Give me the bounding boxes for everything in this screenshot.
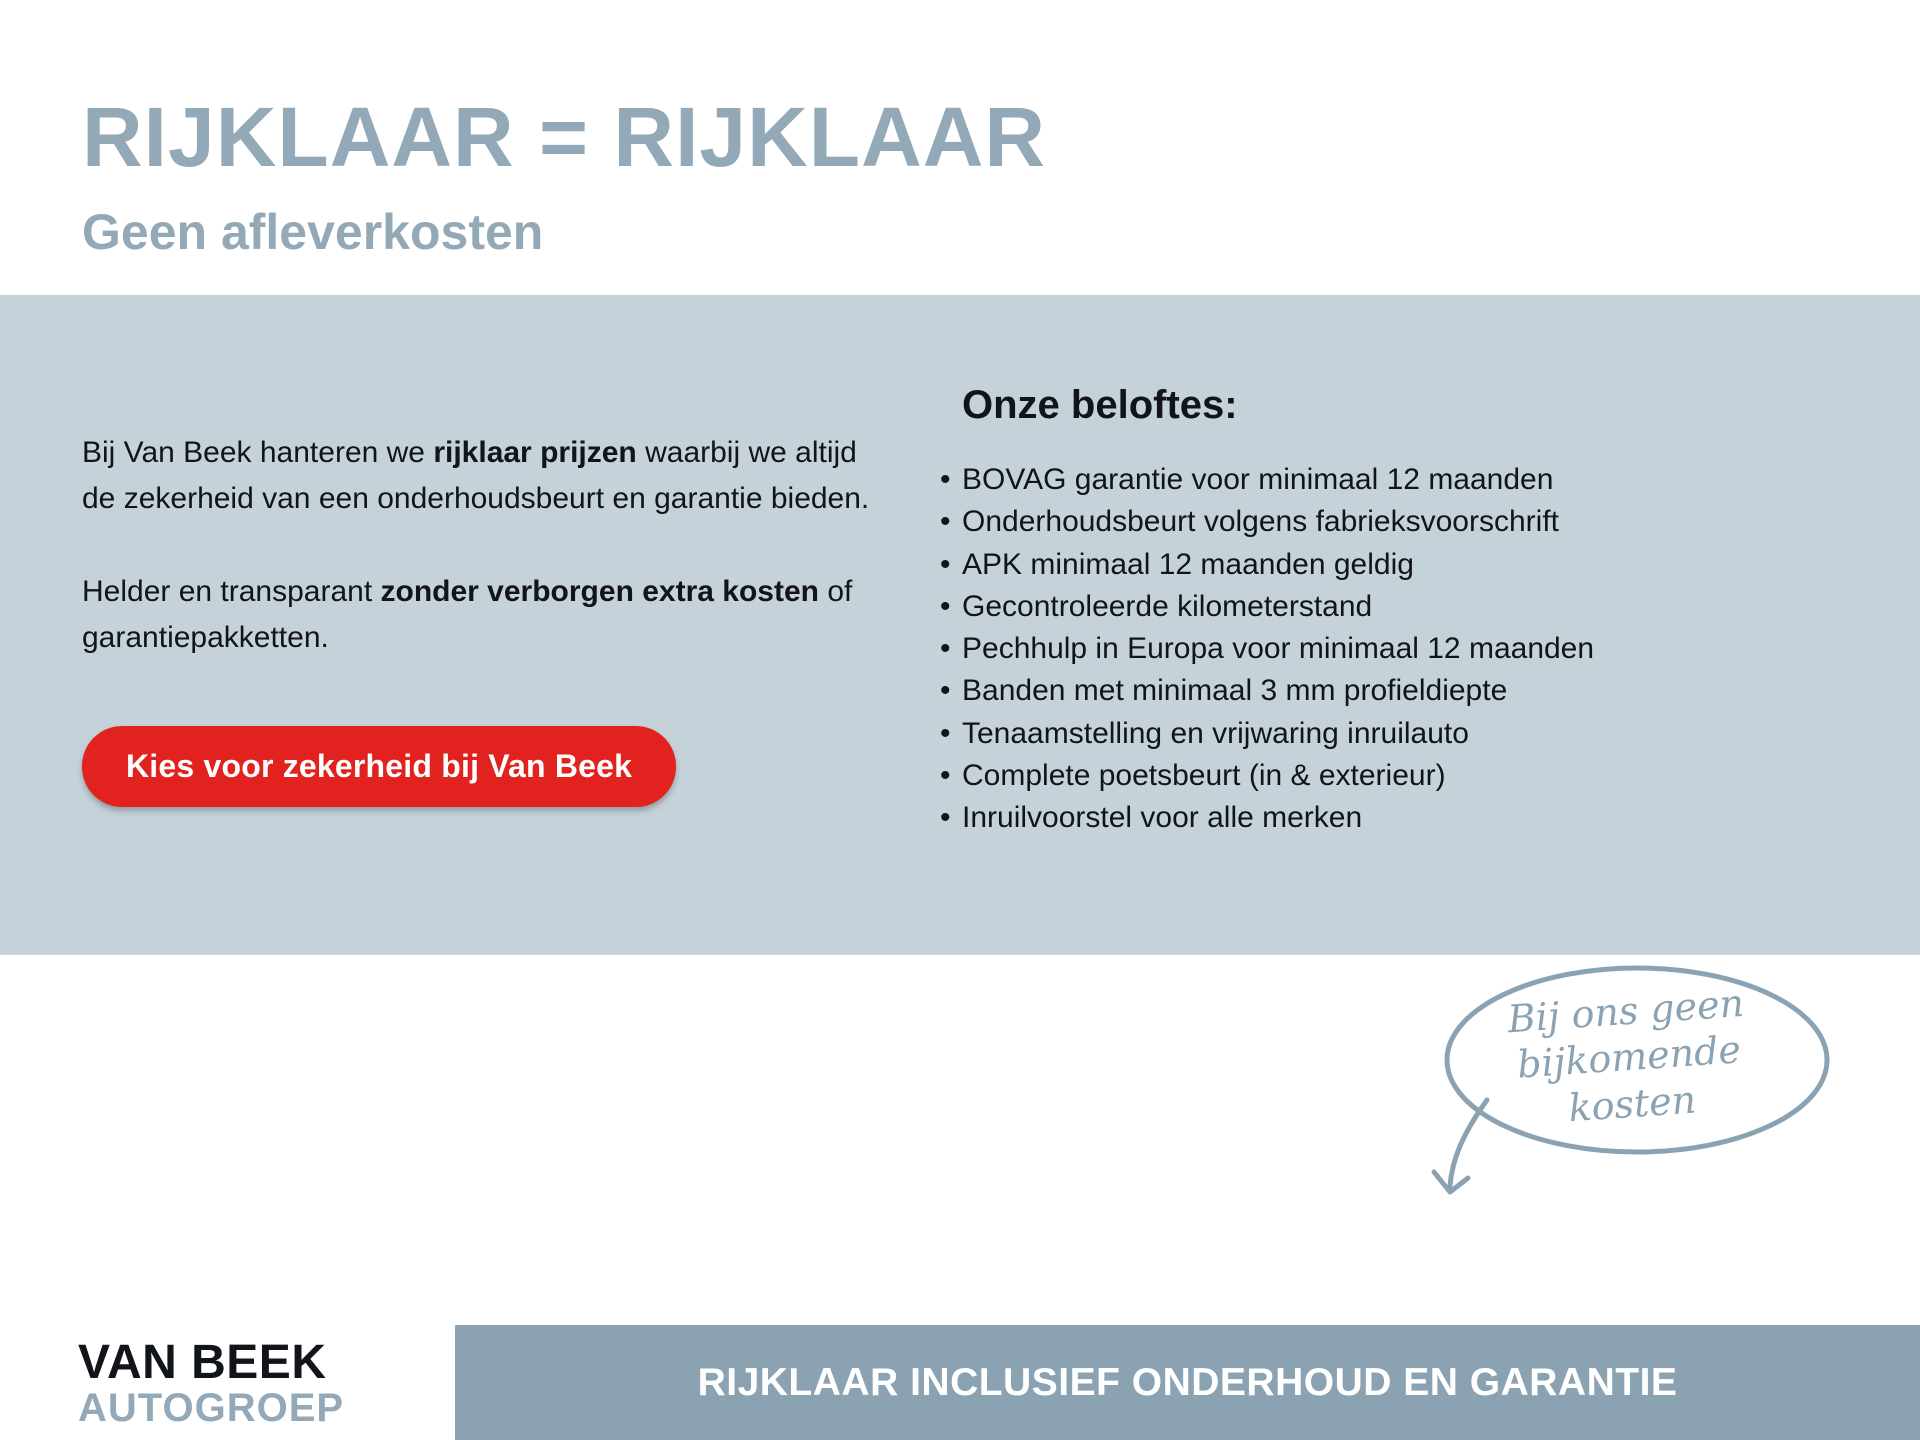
page-subtitle: Geen afleverkosten — [82, 204, 544, 260]
list-item: • Pechhulp in Europa voor minimaal 12 maanden — [940, 628, 1920, 670]
bubble-line-2: bijkomende — [1515, 1027, 1743, 1088]
footer-banner — [455, 1325, 1920, 1440]
list-item: • Gecontroleerde kilometerstand — [940, 586, 1920, 628]
list-item: • Tenaamstelling en vrijwaring inruilauto — [940, 713, 1920, 755]
list-item: • APK minimaal 12 maanden geldig — [940, 544, 1920, 586]
logo-name: VAN BEEK — [78, 1336, 327, 1389]
intro-bold-1: rijklaar prijzen — [433, 436, 637, 469]
transparency-bold-1: zonder verborgen extra kosten — [380, 575, 819, 609]
promises-list — [940, 459, 1920, 840]
left-column — [0, 295, 940, 955]
cta-button[interactable]: Kies voor zekerheid bij Van Beek — [82, 726, 676, 807]
intro-paragraph — [82, 430, 892, 521]
lower-area — [0, 955, 1920, 1175]
bubble-line-3: kosten — [1567, 1077, 1698, 1131]
list-item: • Inruilvoorstel voor alle merken — [940, 797, 1920, 839]
intro-text-2: waarbij we altijd de zekerheid van een onderhoudsbeurt en garantie bieden. — [82, 436, 870, 515]
transparency-text-1: Helder en transparant — [82, 575, 381, 609]
logo-tagline: AUTOGROEP — [78, 1385, 345, 1430]
page-title: RIJKLAAR = RIJKLAAR — [82, 90, 1047, 184]
list-item: • Complete poetsbeurt (in & exterieur) — [940, 755, 1920, 797]
transparency-paragraph — [82, 569, 892, 660]
brand-logo — [0, 1325, 455, 1440]
list-item: • Onderhoudsbeurt volgens fabrieksvoorschrift — [940, 501, 1920, 543]
header — [0, 0, 1920, 295]
list-item: • BOVAG garantie voor minimaal 12 maanden — [940, 459, 1920, 501]
right-column — [940, 295, 1920, 955]
intro-text-1: Bij Van Beek hanteren we — [82, 436, 434, 469]
footer-banner-text: RIJKLAAR INCLUSIEF ONDERHOUD EN GARANTIE — [697, 1360, 1678, 1404]
transparency-text-2: of garantiepakketten. — [82, 575, 853, 654]
bubble-line-1: Bij ons geen — [1506, 980, 1746, 1042]
promises-title: Onze beloftes: — [962, 383, 1238, 427]
list-item: • Banden met minimaal 3 mm profieldiepte — [940, 670, 1920, 712]
speech-bubble-text — [1470, 977, 1789, 1137]
footer — [0, 1325, 1920, 1440]
content-band — [0, 295, 1920, 955]
speech-bubble — [1422, 950, 1842, 1200]
